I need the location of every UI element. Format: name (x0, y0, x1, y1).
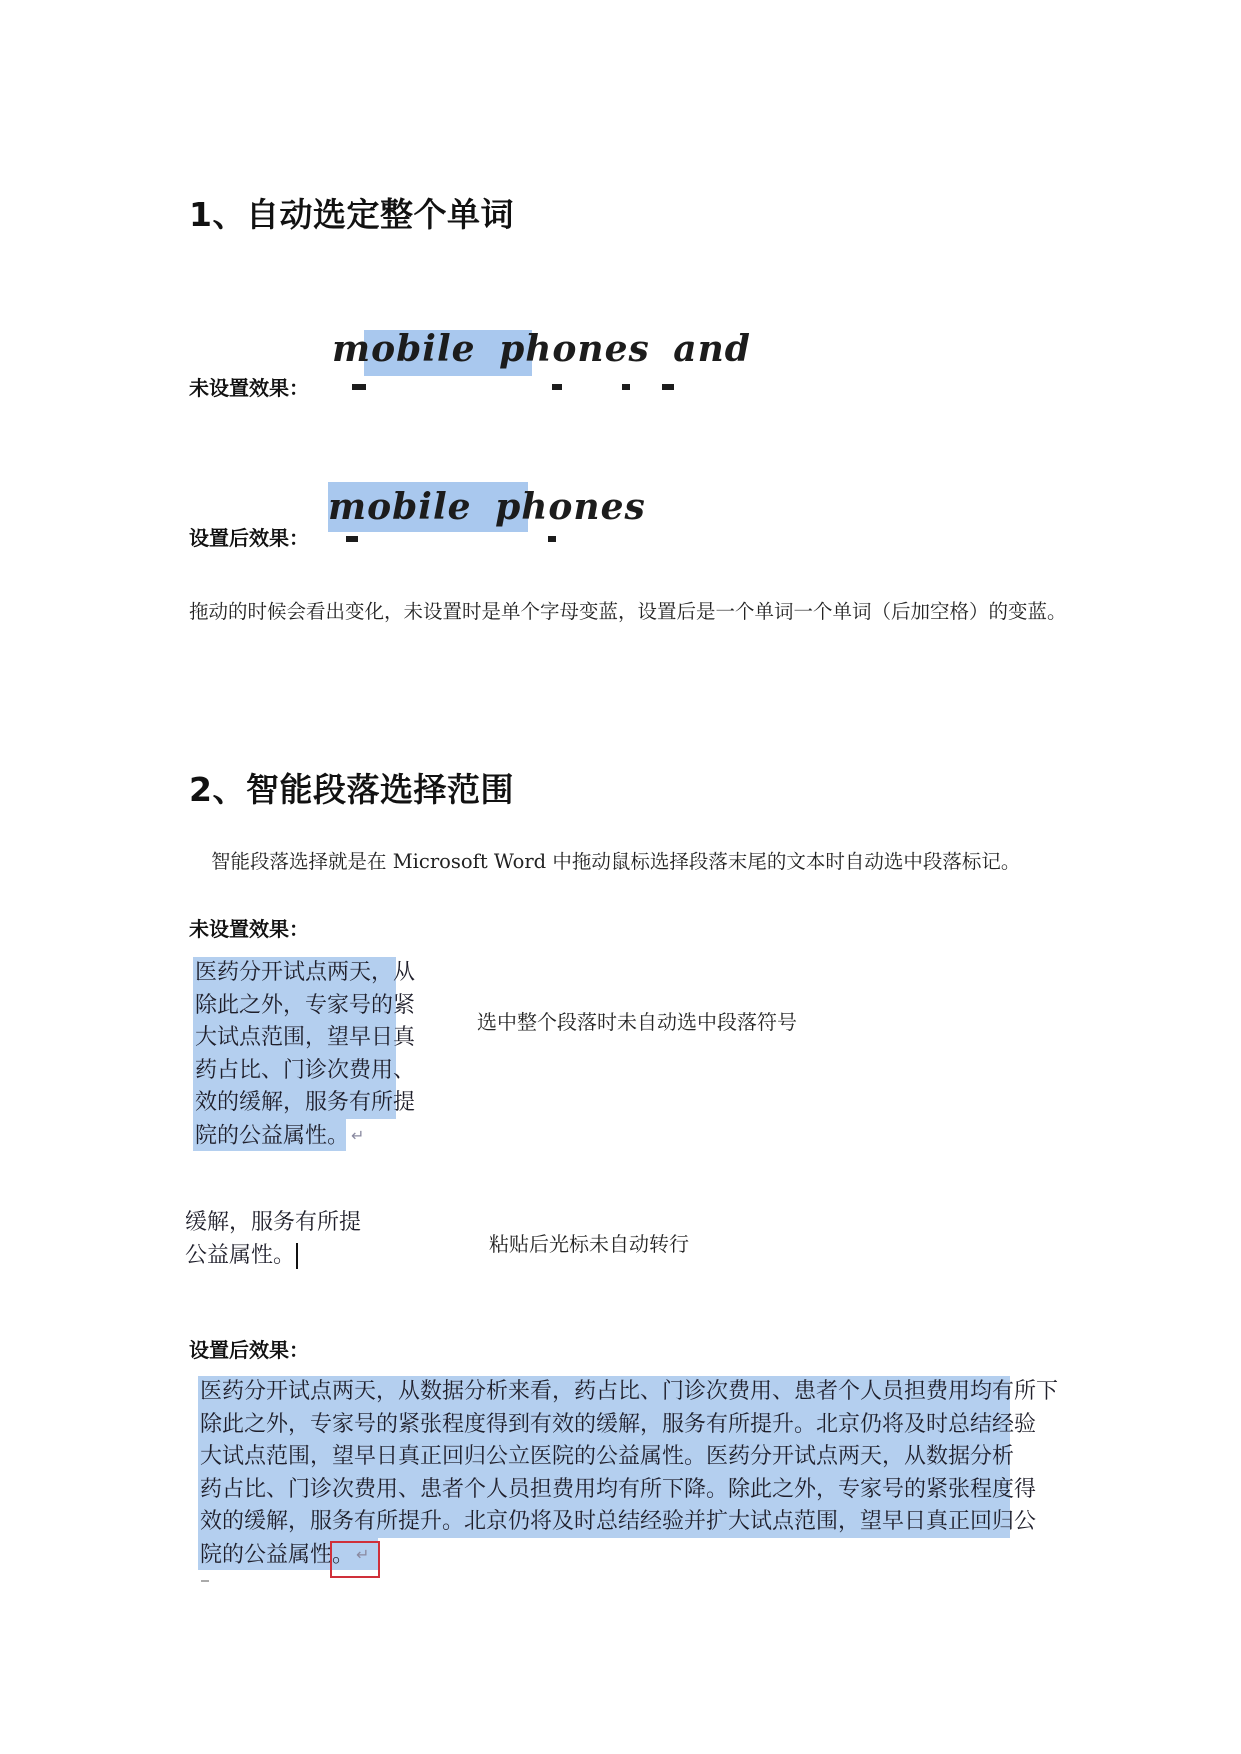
paste-result-crop (185, 1207, 362, 1277)
paragraph-line: 效的缓解，服务有所提 (195, 1090, 416, 1115)
paragraph-line-text: 院的公益属性。 (195, 1122, 350, 1148)
before-selection-crop (193, 957, 416, 1157)
after-selection-crop (198, 1376, 1059, 1598)
word-select-after-sample (326, 482, 646, 542)
next-line-fragment (552, 384, 562, 390)
paragraph-line: 药占比、门诊次费用、 (195, 1057, 416, 1083)
before-label-2: 未设置效果： (189, 917, 309, 941)
section2-heading: 2、智能段落选择范围 (189, 770, 514, 809)
selected-paragraph-lines (195, 957, 415, 1152)
paragraph-mark-icon: ↵ (356, 1544, 370, 1564)
section1-heading: 1、自动选定整个单词 (189, 195, 514, 234)
paragraph-line: 大试点范围，望早日真正回归公立医院的公益属性。医药分开试点两天，从数据分析 (200, 1444, 1015, 1469)
text-cursor (296, 1243, 298, 1269)
paragraph-line-text: 院的公益属性。 (200, 1541, 355, 1567)
paste-note: 粘贴后光标未自动转行 (489, 1232, 689, 1256)
sample-text: mobile phones (328, 486, 646, 528)
paragraph-line: 医药分开试点两天，从数据分析来看，药占比、门诊次费用、患者个人员担费用均有所下 (200, 1379, 1059, 1404)
paste-line: 缓解，服务有所提 (185, 1210, 362, 1235)
paste-line-text: 公益属性。 (185, 1242, 296, 1268)
paragraph-mark-icon: ↵ (351, 1125, 365, 1145)
next-line-fragment (548, 536, 556, 542)
next-line-fragment (622, 384, 630, 390)
selected-paragraph-lines (200, 1376, 1058, 1571)
paragraph-mark-highlight-box (330, 1541, 380, 1578)
section1-description: 拖动的时候会看出变化，未设置时是单个字母变蓝，设置后是一个单词一个单词（后加空格）的变蓝。 (189, 600, 1067, 623)
after-label: 设置后效果： (189, 526, 309, 550)
paragraph-line: 医药分开试点两天，从 (195, 960, 416, 985)
sample-text: mobile phones and (332, 328, 751, 370)
paragraph-line: 除此之外，专家号的紧张程度得到有效的缓解，服务有所提升。北京仍将及时总结经验 (200, 1411, 1037, 1437)
empty-paragraph-mark (201, 1580, 209, 1582)
paragraph-line: 药占比、门诊次费用、患者个人员担费用均有所下降。除此之外，专家号的紧张程度得 (200, 1476, 1037, 1502)
paragraph-line (200, 1539, 1058, 1572)
paragraph-line (195, 1120, 415, 1153)
after-label-2: 设置后效果： (189, 1338, 309, 1362)
next-line-fragment (352, 384, 366, 390)
next-line-fragment (346, 536, 358, 542)
paragraph-line: 效的缓解，服务有所提升。北京仍将及时总结经验并扩大试点范围，望早日真正回归公 (200, 1509, 1037, 1534)
word-select-before-sample (332, 328, 751, 390)
paragraph-line: 除此之外，专家号的紧 (195, 992, 416, 1018)
paragraph-line: 大试点范围，望早日真 (195, 1025, 416, 1050)
before-label: 未设置效果： (189, 376, 309, 400)
section2-intro: 智能段落选择就是在 Microsoft Word 中拖动鼠标选择段落末尾的文本时自动选中段落标记。 (211, 850, 1021, 873)
before-note: 选中整个段落时未自动选中段落符号 (477, 1010, 797, 1034)
next-line-fragment (662, 384, 674, 390)
